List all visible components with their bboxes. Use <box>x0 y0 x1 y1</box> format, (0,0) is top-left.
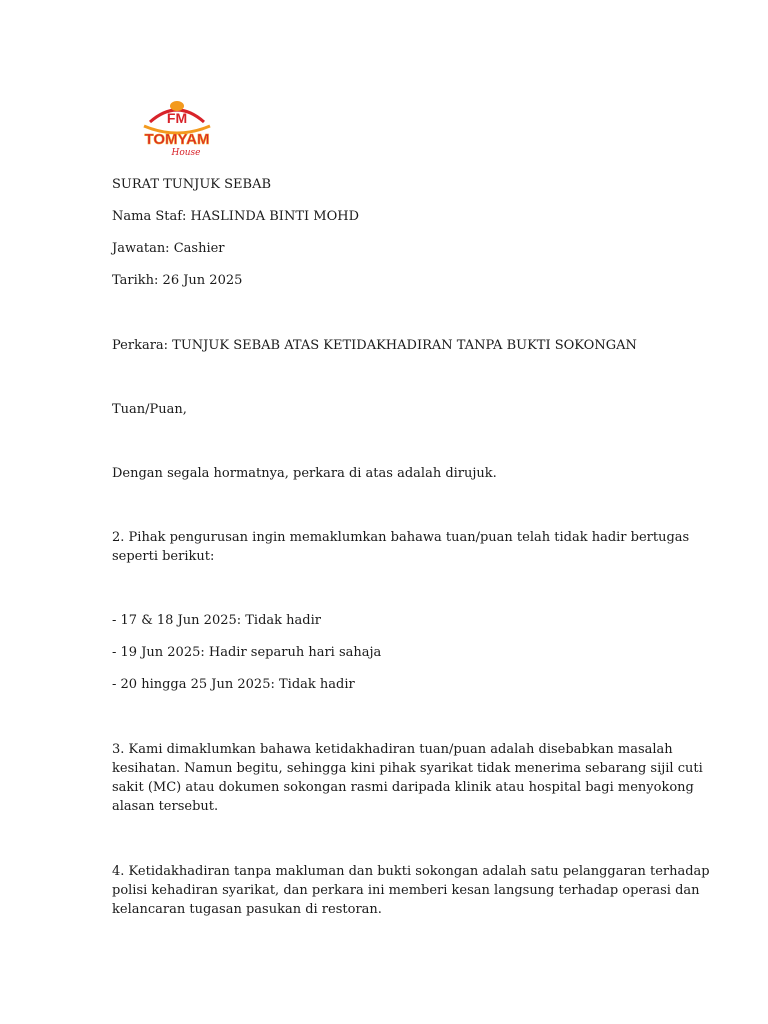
paragraph-line: sakit (MC) atau dokumen sokongan rasmi daripada klinik atau hospital bagi menyokong <box>112 780 694 795</box>
letter-date: Tarikh: 26 Jun 2025 <box>112 273 243 288</box>
logo-wordmark: TOMYAM <box>144 131 210 148</box>
logo-graphic <box>138 96 216 158</box>
paragraph-line: alasan tersebut. <box>112 799 219 814</box>
letter-title: SURAT TUNJUK SEBAB <box>112 177 272 192</box>
paragraph-line: 4. Ketidakhadiran tanpa makluman dan bukti sokongan adalah satu pelanggaran terhadap <box>112 864 710 879</box>
absence-item: - 20 hingga 25 Jun 2025: Tidak hadir <box>112 677 355 692</box>
logo-mark: FM <box>166 110 188 126</box>
staff-position: Jawatan: Cashier <box>112 241 225 256</box>
paragraph-line: 2. Pihak pengurusan ingin memaklumkan bahawa tuan/puan telah tidak hadir bertugas <box>112 530 690 545</box>
absence-item: - 19 Jun 2025: Hadir separuh hari sahaja <box>112 645 382 660</box>
letter-subject: Perkara: TUNJUK SEBAB ATAS KETIDAKHADIRAN TANPA BUKTI SOKONGAN <box>112 338 637 353</box>
tomyam-house-logo <box>138 96 216 158</box>
staff-name: Nama Staf: HASLINDA BINTI MOHD <box>112 209 359 224</box>
paragraph-line: 3. Kami dimaklumkan bahawa ketidakhadiran tuan/puan adalah disebabkan masalah <box>112 742 673 757</box>
paragraph-line: seperti berikut: <box>112 549 215 564</box>
absence-item: - 17 & 18 Jun 2025: Tidak hadir <box>112 613 321 628</box>
paragraph-line: polisi kehadiran syarikat, dan perkara ini memberi kesan langsung terhadap operasi dan <box>112 883 700 898</box>
paragraph-4 <box>112 862 710 919</box>
paragraph-line: kelancaran tugasan pasukan di restoran. <box>112 902 382 917</box>
paragraph-line: kesihatan. Namun begitu, sehingga kini pihak syarikat tidak menerima sebarang sijil cuti <box>112 761 703 776</box>
paragraph-2 <box>112 528 690 566</box>
opening-line: Dengan segala hormatnya, perkara di atas adalah dirujuk. <box>112 466 497 481</box>
logo-subtitle: House <box>171 148 201 158</box>
paragraph-3 <box>112 740 703 816</box>
salutation: Tuan/Puan, <box>112 402 187 417</box>
